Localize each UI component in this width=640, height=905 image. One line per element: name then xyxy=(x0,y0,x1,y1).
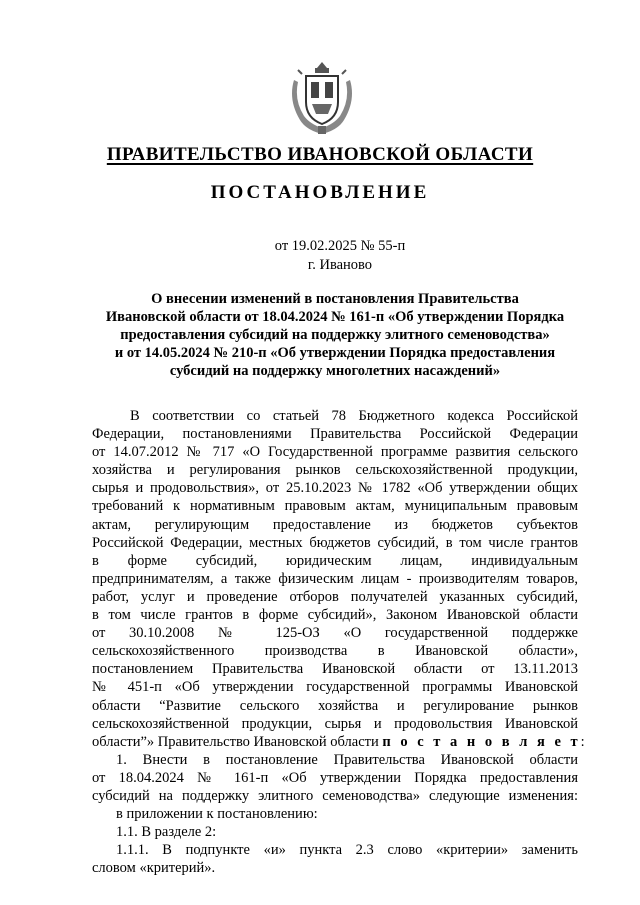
body-line: требований к нормативным правовым актам, муниципальным правовым xyxy=(92,498,578,515)
body-line-decree xyxy=(92,733,585,751)
body-line: области”» Правительство Ивановской области xyxy=(92,733,379,750)
body-line: сельскохозяйственной продукции, сырья и продовольствия Ивановской xyxy=(92,715,578,732)
body-line: хозяйства и регулирования рынков сельскохозяйственной продукции, xyxy=(92,462,578,479)
subject-line: предоставления субсидий на поддержку элитного семеноводства» xyxy=(120,327,550,343)
date-number: от 19.02.2025 № 55-п xyxy=(274,238,406,254)
subject-line: и от 14.05.2024 № 210-п «Об утверждении Порядка предоставления xyxy=(114,345,556,361)
body-line: сельскохозяйственного производства в Ивановской области», xyxy=(92,643,578,660)
item-line: субсидий на поддержку элитного семеноводства» следующие изменения: xyxy=(92,787,578,804)
item-line: от 18.04.2024 № 161-п «Об утверждении Порядка предоставления xyxy=(92,769,578,786)
body-line: постановлением Правительства Ивановской области от 13.11.2013 xyxy=(92,661,578,678)
body-line: Федерации, постановлениями Правительства Российской Федерации xyxy=(92,426,578,443)
coat-of-arms-icon xyxy=(288,60,356,136)
body-line: в том числе грантов в форме субсидий», Законом Ивановской области xyxy=(92,607,578,624)
item-line: 1.1.1. В подпункте «и» пункта 2.3 слово «критерии» заменить xyxy=(116,842,578,859)
body-line: предпринимателям, а также физическим лицам - производителям товаров, xyxy=(92,570,578,587)
item-line: словом «критерий». xyxy=(92,860,216,877)
document-subject xyxy=(92,290,578,380)
body-line: области “Развитие сельского хозяйства и регулирование рынков xyxy=(92,697,578,714)
subject-line: О внесении изменений в постановления Правительства xyxy=(151,291,519,307)
body-line: от 14.07.2012 № 717 «О Государственной программе развития сельского xyxy=(92,444,578,461)
body-line: сырья и продовольствия», от 25.10.2023 № 1782 «Об утверждении общих xyxy=(92,480,578,497)
body-line: Российской Федерации, местных бюджетов субсидий, в том числе грантов xyxy=(92,534,578,551)
body-line: актам, регулирующим предоставление из бюджетов субъектов xyxy=(92,516,578,533)
body-line: работ, услуг и проведение отборов получателей указанных субсидий, xyxy=(92,588,578,605)
decree-colon: : xyxy=(580,733,585,750)
item-line: в приложении к постановлению: xyxy=(116,806,318,823)
item-line: 1. Внести в постановление Правительства Ивановской области xyxy=(116,751,578,768)
item-line: 1.1. В разделе 2: xyxy=(116,824,217,841)
body-line: № 451-п «Об утверждении государственной программы Ивановской xyxy=(92,679,578,696)
document-type: ПОСТАНОВЛЕНИЕ xyxy=(210,182,430,203)
subject-line: субсидий на поддержку многолетних насаждений» xyxy=(169,363,501,379)
body-line: от 30.10.2008 № 125-ОЗ «О государственной поддержке xyxy=(92,625,578,642)
decree-word: п о с т а н о в л я е т xyxy=(382,733,581,750)
body-line: В соответствии со статьей 78 Бюджетного кодекса Российской xyxy=(130,408,578,424)
government-title: ПРАВИТЕЛЬСТВО ИВАНОВСКОЙ ОБЛАСТИ xyxy=(106,144,534,165)
subject-line: Ивановской области от 18.04.2024 № 161-п «Об утверждении Порядка xyxy=(105,309,565,325)
document-body xyxy=(92,407,585,877)
body-line: в форме субсидий, юридическим лицам, индивидуальным xyxy=(92,552,578,569)
city: г. Иваново xyxy=(307,257,373,273)
